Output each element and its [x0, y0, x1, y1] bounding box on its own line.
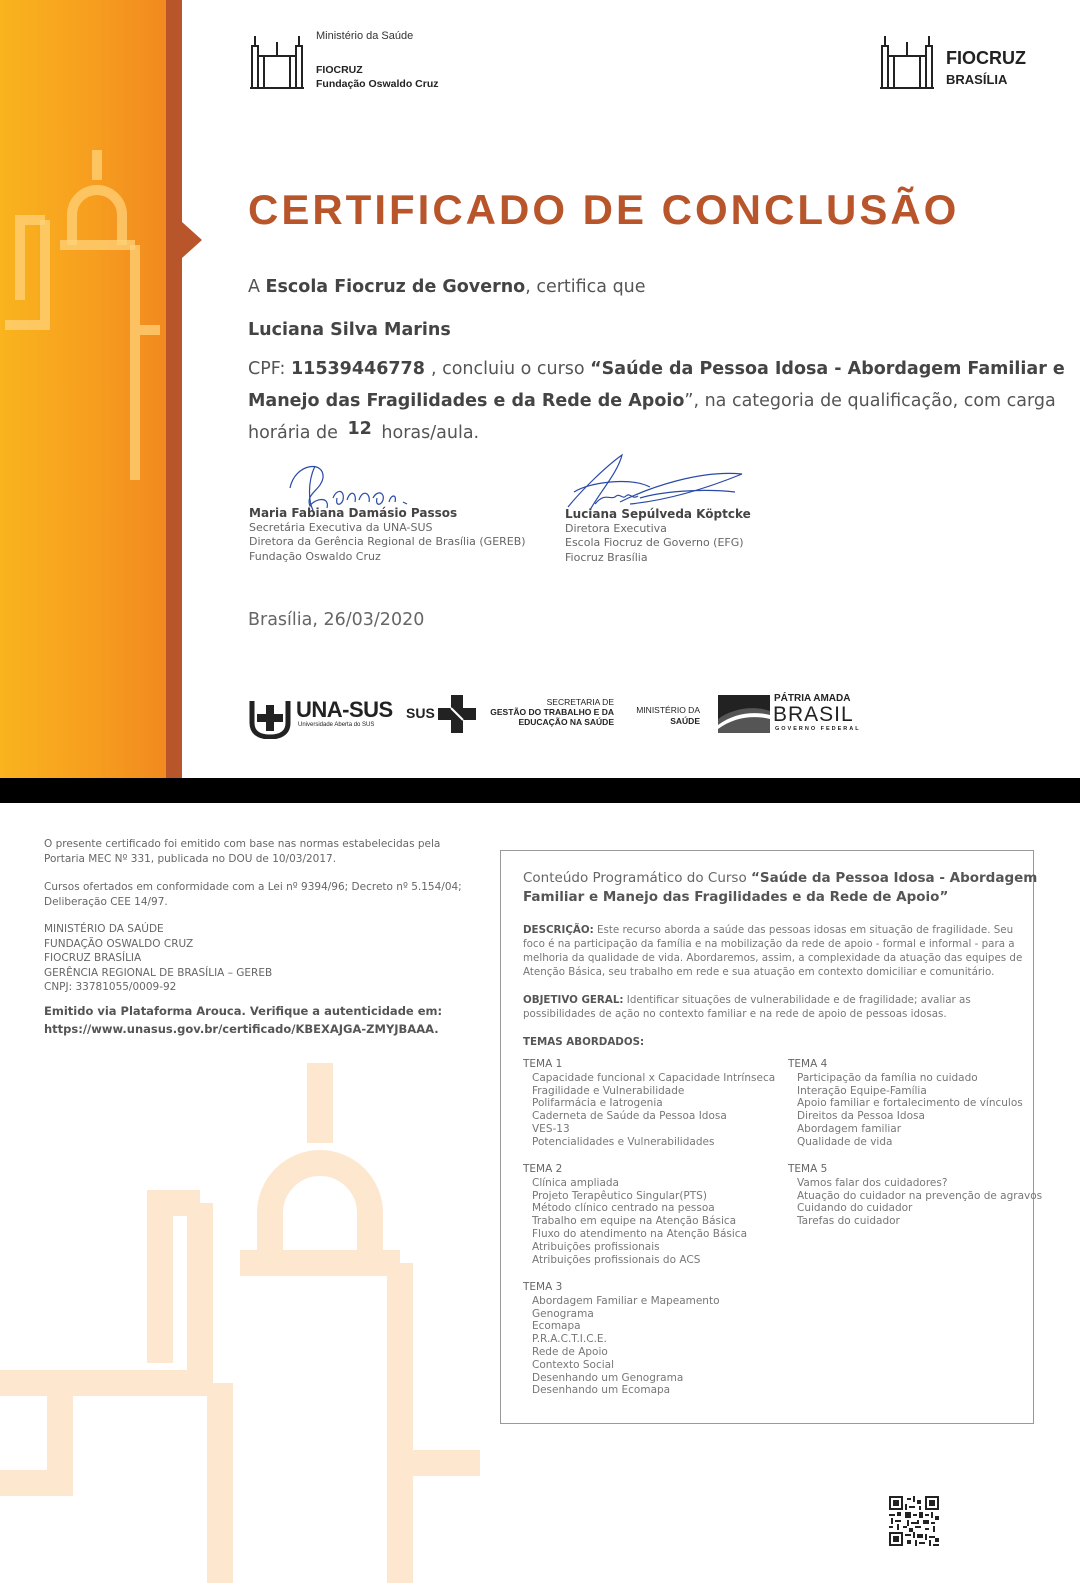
topic-item: Trabalho em equipe na Atenção Básica — [532, 1215, 737, 1228]
certificate-back — [0, 803, 1080, 1593]
topic-group-5 — [788, 1163, 1042, 1228]
topic-group-2 — [523, 1163, 747, 1266]
topic-item: Cuidando do cuidador — [797, 1202, 913, 1215]
sus-label: SUS — [406, 705, 435, 721]
topic-item: Apoio familiar e fortalecimento de vínculos — [797, 1097, 1023, 1110]
fiocruz-castle-icon — [248, 28, 306, 90]
legal-paragraph-1 — [44, 837, 440, 866]
hours-suffix: horas/aula. — [375, 423, 480, 443]
brasilia-brand: BRASÍLIA — [946, 72, 1008, 87]
description-line2: foco é na participação da família e na mobilização da rede de apoio - formal e informal - para a — [523, 938, 1015, 950]
description-paragraph — [523, 923, 1022, 979]
topic-item: Fragilidade e Vulnerabilidade — [532, 1084, 685, 1097]
topic-item: Método clínico centrado na pessoa — [532, 1202, 715, 1215]
topic-item: VES-13 — [532, 1122, 570, 1135]
topic-item: Desenhando um Genograma — [532, 1371, 684, 1384]
topic-item: Contexto Social — [532, 1358, 615, 1371]
objective-line1: Identificar situações de vulnerabilidade e de fragilidade; avaliar as — [623, 994, 971, 1006]
fiocruz-label: FIOCRUZ — [316, 64, 363, 76]
certificate-front — [0, 0, 1080, 778]
topic-3-title: TEMA 3 — [523, 1281, 563, 1293]
topic-item: Abordagem Familiar e Mapeamento — [532, 1294, 720, 1307]
topic-item: Tarefas do cuidador — [797, 1215, 900, 1228]
topic-item: Ecomapa — [532, 1320, 581, 1333]
topic-group-4 — [788, 1058, 1023, 1149]
fiocruz-brand: FIOCRUZ — [946, 48, 1026, 68]
brasil-label: BRASIL — [773, 703, 854, 726]
topics-label: TEMAS ABORDADOS: — [523, 1036, 645, 1048]
legal-p1-line2: Portaria MEC Nº 331, publicada no DOU de 10/03/2017. — [44, 852, 337, 865]
legal-p1-line1: O presente certificado foi emitido com base nas normas estabelecidas pela — [44, 838, 441, 850]
program-title-prefix: Conteúdo Programático do Curso — [523, 870, 752, 886]
verification-note — [44, 1002, 442, 1038]
signatory-2-role3: Fiocruz Brasília — [565, 550, 648, 564]
topic-item: Caderneta de Saúde da Pessoa Idosa — [532, 1110, 727, 1123]
unasus-label: UNA-SUS — [296, 697, 393, 722]
topic-group-1 — [523, 1058, 775, 1149]
topic-1-title: TEMA 1 — [523, 1058, 563, 1070]
topic-item: Clínica ampliada — [532, 1176, 619, 1189]
unasus-emblem-icon — [248, 699, 292, 739]
signatory-1-name: Maria Fabiana Damásio Passos — [249, 506, 458, 520]
description-line1: Este recurso aborda a saúde das pessoas idosas em situação de fragilidade. Seu — [593, 924, 1014, 936]
fiocruz-logo — [248, 26, 468, 90]
topic-item: Participação da família no cuidado — [797, 1071, 978, 1084]
patria-label: PÁTRIA AMADA — [774, 693, 851, 704]
signatory-2-name: Luciana Sepúlveda Köptcke — [565, 507, 751, 521]
description-line3: melhoria da qualidade de vida. Abordaremos, assim, a complexidade da atuação das equipes de — [523, 952, 1023, 964]
partner-logos — [248, 693, 868, 743]
course-prefix: , concluiu o curso — [430, 359, 591, 379]
legal-p3-line3: FIOCRUZ BRASÍLIA — [44, 952, 142, 964]
topic-item: Capacidade funcional x Capacidade Intrínseca — [532, 1071, 776, 1084]
sidebar-notch — [182, 222, 202, 258]
topic-item: P.R.A.C.T.I.C.E. — [532, 1333, 607, 1346]
topic-item: Atribuições profissionais do ACS — [532, 1253, 701, 1266]
legal-paragraph-3 — [44, 922, 272, 995]
hours-line — [248, 419, 480, 443]
legal-p3-line2: FUNDAÇÃO OSWALDO CRUZ — [44, 937, 194, 950]
hours-value: 12 — [347, 419, 372, 439]
topic-item: Qualidade de vida — [797, 1135, 893, 1148]
objective-line2: possibilidades de ação no contexto familiar e na rede de apoio de pessoas idosas. — [523, 1008, 947, 1020]
topic-item: Desenhando um Ecomapa — [532, 1384, 671, 1397]
cpf-line — [248, 359, 1065, 379]
topic-5-title: TEMA 5 — [788, 1163, 828, 1175]
topic-group-3 — [523, 1281, 720, 1397]
certificate-title: CERTIFICADO DE CONCLUSÃO — [248, 186, 960, 233]
brasil-flag-icon — [718, 695, 770, 733]
signatory-2-role1: Diretora Executiva — [565, 521, 667, 535]
verification-link[interactable]: https://www.unasus.gov.br/certificado/KBEXAJGA-ZMYJBAAA. — [44, 1022, 439, 1036]
course-title-line1: “Saúde da Pessoa Idosa - Abordagem Familiar e — [590, 359, 1065, 379]
program-title — [523, 869, 1037, 907]
legal-p3-line4: GERÊNCIA REGIONAL DE BRASÍLIA – GEREB — [44, 966, 273, 979]
topic-4-title: TEMA 4 — [788, 1058, 828, 1070]
secretaria-line1: SECRETARIA DE — [546, 697, 614, 707]
topic-item: Projeto Terapêutico Singular(PTS) — [532, 1189, 707, 1202]
legal-p3-line1: MINISTÉRIO DA SAÚDE — [44, 923, 164, 935]
ministry-label: Ministério da Saúde — [316, 30, 414, 42]
course-title-line2: Manejo das Fragilidades e da Rede de Apoio — [248, 391, 685, 411]
topic-item: Polifarmácia e Iatrogenia — [532, 1097, 663, 1110]
signatory-1-role2: Diretora da Gerência Regional de Brasília (GEREB) — [249, 535, 526, 548]
signatory-2-role2: Escola Fiocruz de Governo (EFG) — [565, 536, 744, 549]
secretaria-line2: GESTÃO DO TRABALHO E DA — [490, 707, 614, 717]
topic-item: Atribuições profissionais — [532, 1240, 660, 1253]
school-name: Escola Fiocruz de Governo — [265, 277, 526, 297]
secretaria-line3: EDUCAÇÃO NA SAÚDE — [518, 717, 614, 727]
objective-label: OBJETIVO GERAL: — [523, 994, 624, 1006]
governo-label: GOVERNO FEDERAL — [775, 726, 861, 732]
hours-prefix: horária de — [248, 423, 344, 443]
ministerio-line1: MINISTÉRIO DA — [636, 705, 700, 715]
objective-paragraph — [523, 993, 971, 1021]
topic-item: Fluxo do atendimento na Atenção Básica — [532, 1227, 748, 1240]
course-line2 — [248, 391, 1056, 411]
page-separator — [0, 778, 1080, 803]
category-text: ”, na categoria de qualificação, com carga — [684, 391, 1056, 411]
signature-block-1 — [249, 506, 526, 564]
program-content-box — [500, 850, 1043, 1424]
sus-cross-icon — [438, 695, 476, 733]
cpf-label: CPF: — [248, 359, 286, 379]
topic-2-title: TEMA 2 — [523, 1163, 563, 1175]
sidebar-band — [166, 0, 182, 778]
cpf-value: 11539446778 — [290, 359, 425, 379]
unasus-sub-label: Universidade Aberta do SUS — [298, 722, 375, 728]
legal-paragraph-2 — [44, 880, 462, 909]
topic-item: Potencialidades e Vulnerabilidades — [532, 1135, 715, 1148]
signature-block-2 — [565, 507, 751, 565]
ministerio-logo — [626, 705, 700, 727]
issuer-prefix: A — [248, 277, 266, 297]
issuer-line — [248, 277, 646, 297]
signatory-1-role3: Fundação Oswaldo Cruz — [249, 549, 381, 563]
fiocruz-brasilia-logo — [878, 26, 1038, 90]
student-name: Luciana Silva Marins — [248, 320, 451, 340]
topic-item: Rede de Apoio — [532, 1345, 608, 1358]
fiocruz-castle-icon — [878, 28, 936, 90]
verification-line1: Emitido via Plataforma Arouca. Verifique a autenticidade em: — [44, 1004, 443, 1018]
place-date: Brasília, 26/03/2020 — [248, 610, 425, 630]
topic-item: Genograma — [532, 1307, 594, 1320]
description-label: DESCRIÇÃO: — [523, 924, 594, 936]
legal-p2-line2: Deliberação CEE 14/97. — [44, 895, 168, 908]
qr-code-icon[interactable] — [889, 1496, 939, 1546]
signatory-1-role1: Secretária Executiva da UNA-SUS — [249, 520, 433, 534]
issuer-suffix: , certifica que — [525, 277, 646, 297]
legal-p2-line1: Cursos ofertados em conformidade com a Lei nº 9394/96; Decreto nº 5.154/04; — [44, 881, 462, 893]
topic-item: Abordagem familiar — [797, 1122, 902, 1135]
ministerio-line2: SAÚDE — [670, 716, 700, 726]
secretaria-logo — [488, 697, 614, 727]
topic-item: Vamos falar dos cuidadores? — [797, 1176, 948, 1189]
program-title-course2: Familiar e Manejo das Fragilidades e da Rede de Apoio” — [523, 889, 949, 905]
description-line4: Atenção Básica, seu trabalho em rede e sua atuação em contexto domiciliar e comunitário. — [523, 966, 995, 978]
topic-item: Direitos da Pessoa Idosa — [797, 1110, 925, 1123]
legal-p3-line5: CNPJ: 33781055/0009-92 — [44, 981, 177, 993]
topic-item: Interação Equipe-Família — [797, 1084, 927, 1097]
castle-watermark-icon — [0, 1063, 480, 1583]
foundation-label: Fundação Oswaldo Cruz — [316, 78, 439, 90]
castle-outline-icon — [0, 150, 160, 480]
program-title-course1: “Saúde da Pessoa Idosa - Abordagem — [751, 870, 1038, 886]
topic-item: Atuação do cuidador na prevenção de agravos — [797, 1189, 1043, 1202]
